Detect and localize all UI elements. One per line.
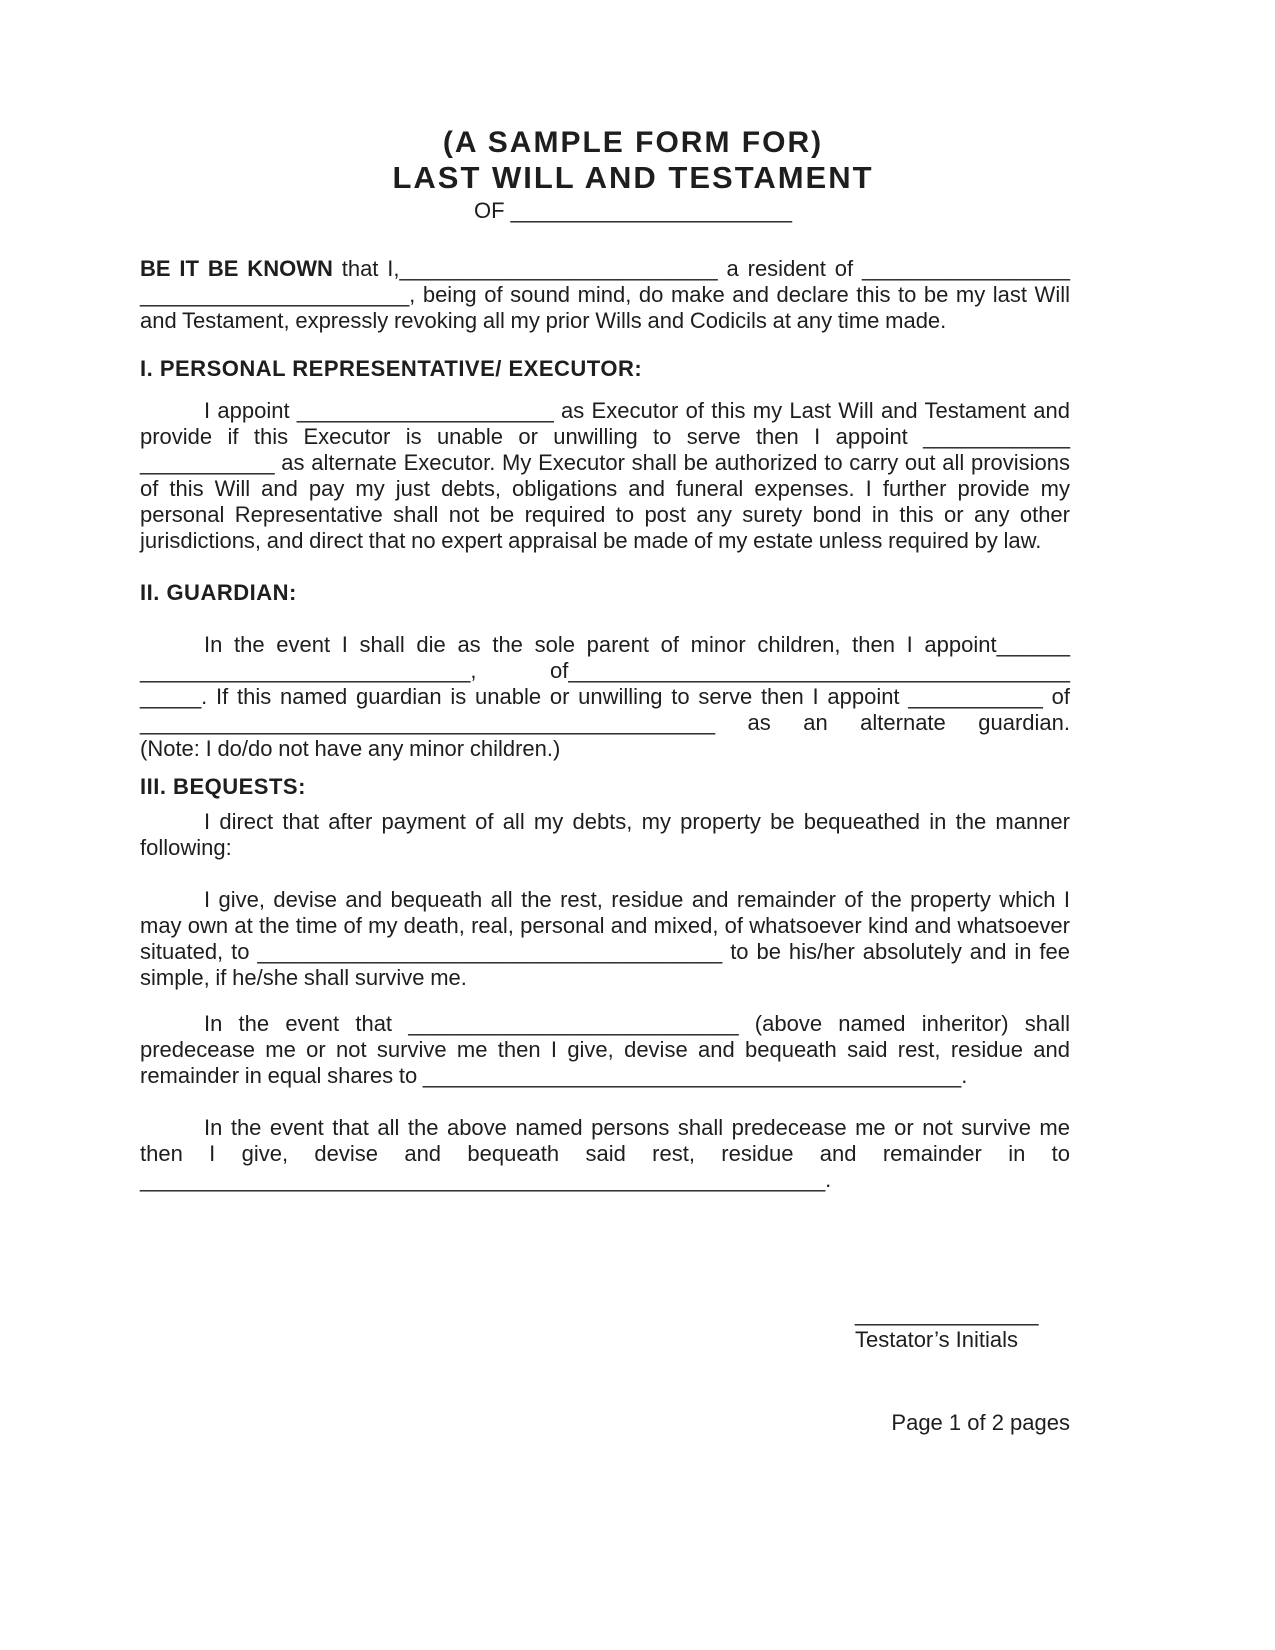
testator-initials-block — [855, 1301, 1070, 1353]
bequests-paragraph-1: I direct that after payment of all my debts, my property be bequeathed in the manner following: — [140, 809, 1070, 860]
bequests-paragraph-3: In the event that ___________________________ (above named inheritor) shall predecease me or not survive me then I give, devise and bequeath said rest, residue and remainder in equal shares to ____________________________________________. — [140, 1011, 1070, 1088]
section-1-heading: I. PERSONAL REPRESENTATIVE/ EXECUTOR: — [140, 356, 643, 381]
form-title-subtitle: (A SAMPLE FORM FOR) — [442, 126, 824, 159]
testator-initials-line: _______________ — [855, 1301, 1039, 1326]
section-2-note: (Note: I do/do not have any minor children.) — [140, 736, 561, 761]
intro-body: that I,__________________________ a resident of _________________ ______________________, being of sound mind, do make and declare this to be my last Will and Testament, expressly revoking all my prior Wills and Codicils at any time made. — [140, 256, 1070, 333]
title-block — [168, 126, 1098, 226]
page-content — [140, 0, 1070, 1436]
section-2-heading: II. GUARDIAN: — [140, 580, 297, 605]
bequests-paragraph-2: I give, devise and bequeath all the rest, residue and remainder of the property which I may own at the time of my death, real, personal and mixed, of whatsoever kind and whatsoever situated, to ______________________________________ to be his/her absolutely and in fee simple, if he/she shall survive me. — [140, 887, 1070, 990]
page-footer — [140, 1410, 1070, 1436]
intro-lead: BE IT BE KNOWN — [140, 256, 333, 281]
section-3-heading: III. BEQUESTS: — [140, 774, 306, 799]
section-1-paragraph: I appoint _____________________ as Executor of this my Last Will and Testament and provide if this Executor is unable or unwilling to serve then I appoint ____________ ___________ as alternate Executor. My Executor shall be authorized to carry out all provisions of this Will and pay my just debts, obligations and funeral expenses. I further provide my personal Representative shall not be required to post any surety bond in this or any other jurisdictions, and direct that no expert appraisal be made of my estate unless required by law. — [140, 398, 1070, 553]
section-2-paragraph: In the event I shall die as the sole parent of minor children, then I appoint______ ___________________________, of_________________________________________ _____. If this named guardian is unable or unwilling to serve then I appoint ___________ of _______________________________________________ as an alternate guardian. — [140, 632, 1070, 735]
bequests-paragraph-4: In the event that all the above named persons shall predecease me or not survive me then I give, devise and bequeath said rest, residue and remainder in to ________________________________________________________. — [140, 1115, 1070, 1192]
page-number-label: Page 1 of 2 pages — [891, 1410, 1070, 1435]
intro-paragraph — [140, 256, 1070, 334]
testator-initials-label: Testator’s Initials — [855, 1327, 1019, 1352]
form-title: LAST WILL AND TESTAMENT — [392, 160, 874, 195]
form-title-of-line: OF _______________________ — [473, 198, 793, 223]
